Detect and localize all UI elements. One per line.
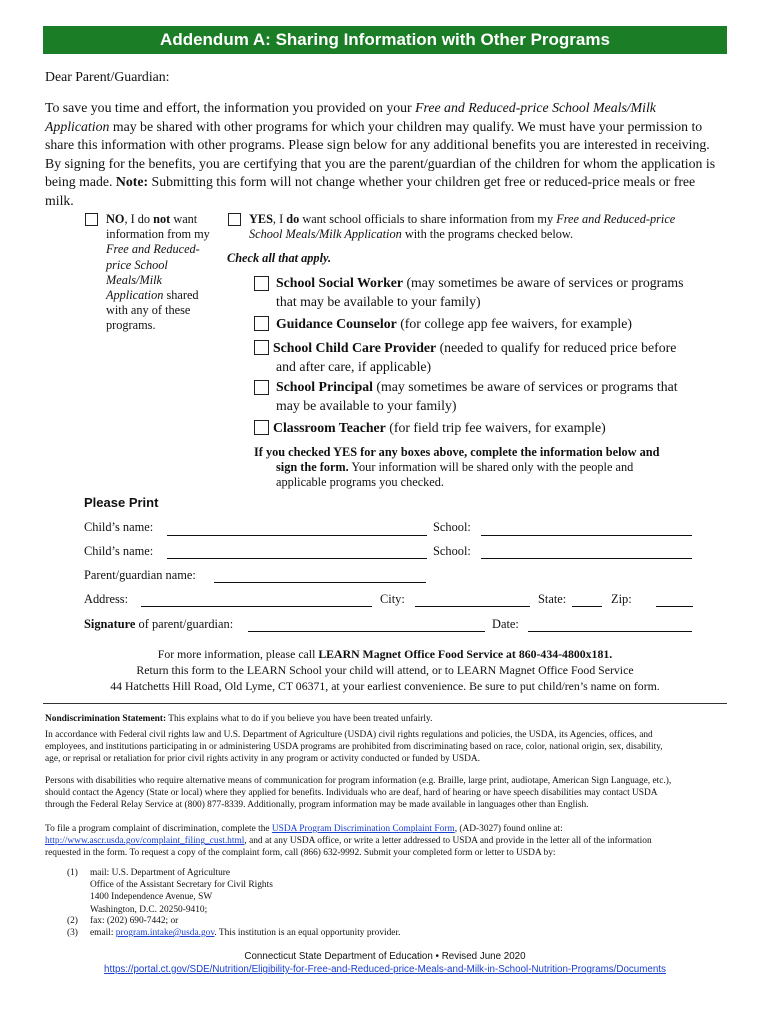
- contact-phone: LEARN Magnet Office Food Service at 860-434-4800x181.: [318, 647, 613, 661]
- no-label: NO: [106, 212, 125, 226]
- signature-label: [84, 617, 233, 632]
- no-text-6: programs.: [106, 318, 156, 333]
- yes-text: , I: [272, 212, 287, 226]
- yes-form-name-2: School Meals/Milk Application: [249, 227, 402, 242]
- intro-text-4: By signing for the benefits, you are certifying that you are the parent/guardian of the children for whom the application is: [45, 155, 716, 171]
- program-desc: (for college app fee waivers, for example): [396, 316, 632, 331]
- nondiscrimination-p3: [45, 823, 652, 860]
- program-name: School Principal: [276, 379, 373, 394]
- program-desc: (may sometimes be aware of services or programs that: [372, 379, 678, 394]
- nd-p3-text: To file a program complaint of discrimination, complete the: [45, 824, 272, 834]
- email-prefix: email:: [90, 928, 116, 938]
- school-principal-checkbox[interactable]: [254, 380, 269, 395]
- nd-p2-line: should contact the Agency (State or local) where they applied for benefits. Individuals who are deaf, hard of hearing or have speech disabilities may contact USDA: [45, 788, 658, 799]
- yes-form-name-1: Free and Reduced-price: [556, 212, 676, 226]
- no-text-2: want: [170, 212, 198, 226]
- yes-option-text: [249, 212, 709, 242]
- nondiscrimination-label: Nondiscrimination Statement:: [45, 714, 167, 724]
- no-form-name-2: price School: [106, 257, 168, 272]
- yes-label: YES: [249, 212, 273, 226]
- nondiscrimination-heading: [45, 713, 432, 725]
- zip-label: Zip:: [611, 592, 632, 606]
- if-checked-instruction: [254, 445, 659, 491]
- program-school-child-care-provider: [273, 339, 676, 376]
- child-name-label-2: Child’s name:: [84, 544, 154, 558]
- program-school-principal: [276, 378, 678, 415]
- footer-url-wrap: [0, 964, 770, 975]
- intro-text-7: milk.: [45, 192, 74, 208]
- nd-p3-text-3: , and at any USDA office, or write a letter addressed to USDA and provide in the letter all of the information: [244, 836, 652, 847]
- nondiscrimination-p2: [45, 775, 671, 812]
- salutation: Dear Parent/Guardian:: [45, 69, 170, 84]
- contact-text: For more information, please call: [157, 647, 319, 661]
- program-name: School Social Worker: [276, 275, 403, 290]
- city-label: City:: [380, 592, 405, 606]
- school-label: School:: [433, 520, 471, 534]
- list-num-1: (1): [67, 868, 78, 878]
- program-school-social-worker: [276, 274, 683, 311]
- mail-line: 1400 Independence Avenue, SW: [90, 892, 213, 903]
- no-checkbox[interactable]: [85, 213, 98, 226]
- signature-rest: of parent/guardian:: [135, 617, 234, 631]
- list-item-mail: [90, 867, 273, 916]
- list-num-3: (3): [67, 928, 78, 938]
- child-name-field-1[interactable]: [167, 535, 427, 536]
- guidance-counselor-checkbox[interactable]: [254, 316, 269, 331]
- if-checked-text-3: applicable programs you checked.: [276, 475, 444, 490]
- nondiscrimination-summary: This explains what to do if you believe you have been treated unfairly.: [166, 714, 433, 724]
- date-field[interactable]: [528, 631, 692, 632]
- signature-field[interactable]: [248, 631, 485, 632]
- school-child-care-provider-checkbox[interactable]: [254, 340, 269, 355]
- mail-line: Office of the Assistant Secretary for Civil Rights: [90, 880, 273, 891]
- program-desc: (needed to qualify for reduced price before: [436, 340, 677, 355]
- no-option-text: [106, 212, 226, 334]
- parent-name-field[interactable]: [214, 582, 426, 583]
- complaint-filing-url-link[interactable]: http://www.ascr.usda.gov/complaint_filing_cust.html: [45, 836, 245, 847]
- intro-form-name: Free and Reduced-price School Meals/Milk: [415, 100, 656, 115]
- list-num-2: (2): [67, 916, 78, 926]
- state-label: State:: [538, 592, 567, 606]
- school-field-2[interactable]: [481, 558, 692, 559]
- program-name: Classroom Teacher: [273, 420, 386, 435]
- footer-revision: Connecticut State Department of Education • Revised June 2020: [244, 951, 526, 962]
- please-print-heading: Please Print: [84, 495, 159, 510]
- complaint-form-link[interactable]: USDA Program Discrimination Complaint Form: [271, 824, 455, 834]
- nd-p3-text-2: , (AD-3027) found online at:: [454, 824, 563, 834]
- program-guidance-counselor: [276, 315, 632, 334]
- program-name: School Child Care Provider: [273, 340, 437, 355]
- intro-text: To save you time and effort, the information you provided on your: [45, 100, 416, 115]
- email-suffix: . This institution is an equal opportunity provider.: [214, 928, 401, 938]
- program-name: Guidance Counselor: [276, 316, 397, 331]
- school-social-worker-checkbox[interactable]: [254, 276, 269, 291]
- city-field[interactable]: [415, 606, 530, 607]
- no-text-3: information from my: [106, 227, 210, 242]
- program-desc: (may sometimes be aware of services or programs: [403, 275, 684, 290]
- footer-url-link[interactable]: https://portal.ct.gov/SDE/Nutrition/Eligibility-for-Free-and-Reduced-price-Meals-and-Milk-in-School-Nutrition-Programs/Documents: [104, 964, 666, 975]
- list-item-email: [90, 927, 400, 939]
- mail-line: mail: U.S. Department of Agriculture: [90, 868, 231, 878]
- no-form-name-1: Free and Reduced-: [106, 242, 200, 257]
- check-all-instruction: [227, 251, 331, 266]
- zip-field[interactable]: [656, 606, 693, 607]
- intro-text-6: Submitting this form will not change whether your children get free or reduced-price meals or free: [148, 174, 696, 190]
- intro-form-name-2: Application: [45, 118, 110, 134]
- intro-text-2: may be shared with other programs for which your children may qualify. We must have your permission to: [109, 118, 703, 134]
- section-divider: [43, 703, 727, 704]
- address-label: Address:: [84, 592, 129, 606]
- mail-line: Washington, D.C. 20250-9410;: [90, 904, 208, 915]
- intro-text-3: share this information with other programs. Please sign below for any additional benefits you are interested in receiving.: [45, 137, 710, 153]
- program-desc-2: may be available to your family): [276, 397, 457, 413]
- address-field[interactable]: [141, 606, 372, 607]
- yes-text-3: with the programs checked below.: [401, 227, 574, 242]
- school-label-2: School:: [433, 544, 471, 558]
- program-classroom-teacher: [273, 419, 606, 438]
- parent-name-label: Parent/guardian name:: [84, 568, 196, 582]
- do-label: do: [286, 212, 300, 226]
- nd-p2-line: through the Federal Relay Service at (800) 877-8339. Additionally, program information may be made available in languages other than English.: [45, 800, 589, 811]
- no-form-name-4: Application: [106, 288, 164, 303]
- date-label: Date:: [492, 617, 519, 631]
- child-name-label: Child’s name:: [84, 520, 154, 534]
- page-title: Addendum A: Sharing Information with Other Programs: [43, 26, 727, 54]
- email-link[interactable]: program.intake@usda.gov: [115, 928, 215, 938]
- nondiscrimination-p1: [45, 729, 663, 766]
- classroom-teacher-checkbox[interactable]: [254, 420, 269, 435]
- note-label: Note:: [115, 174, 149, 190]
- not-label: not: [153, 212, 171, 226]
- no-text: , I do: [124, 212, 154, 226]
- if-checked-text: If you checked YES for any boxes above, complete the information below and: [254, 445, 660, 459]
- intro-paragraph: [45, 99, 735, 211]
- nd-p3-text-4: requested in the form. To request a copy of the complaint form, call (866) 632-9992. Submit your completed form or letter to USDA by:: [45, 848, 556, 859]
- if-checked-text-2: Your information will be shared only with the people and: [348, 460, 634, 475]
- program-desc-2: that may be available to your family): [276, 293, 481, 309]
- nd-p2-line: Persons with disabilities who require alternative means of communication for program information (e.g. Braille, large print, audiotape, American Sign Language, etc.),: [45, 776, 672, 786]
- sign-form-text: sign the form.: [276, 460, 349, 475]
- nd-p1-line: In accordance with Federal civil rights law and U.S. Department of Agriculture (USDA) civil rights regulations and policies, the USDA, its Agencies, offices, and: [45, 730, 653, 740]
- nd-p1-line: employees, and institutions participating in or administering USDA programs are prohibited from discriminating based on race, color, national origin, sex, disability,: [45, 742, 663, 753]
- intro-text-5: being made.: [45, 174, 116, 190]
- no-text-4: shared: [163, 288, 199, 303]
- nd-p1-line: age, or reprisal or retaliation for prior civil rights activity in any program or activity conducted or funded by USDA.: [45, 754, 481, 765]
- contact-address-text: 44 Hatchetts Hill Road, Old Lyme, CT 06371, at your earliest convenience. Be sure to put child/ren’s name on form.: [110, 679, 660, 694]
- no-text-5: with any of these: [106, 303, 191, 318]
- signature-word: Signature: [84, 617, 136, 631]
- check-all-text: Check all that apply.: [227, 251, 332, 265]
- child-name-field-2[interactable]: [167, 558, 427, 559]
- yes-checkbox[interactable]: [228, 213, 241, 226]
- contact-info: [0, 646, 770, 695]
- contact-return-text: Return this form to the LEARN School your child will attend, or to LEARN Magnet Office Food Service: [136, 663, 634, 678]
- list-item-fax: fax: (202) 690-7442; or: [90, 916, 179, 926]
- no-form-name-3: Meals/Milk: [106, 272, 163, 287]
- school-field-1[interactable]: [481, 535, 692, 536]
- state-field[interactable]: [572, 606, 602, 607]
- program-desc: (for field trip fee waivers, for example): [385, 420, 606, 435]
- yes-text-2: want school officials to share information from my: [299, 212, 557, 226]
- program-desc-2: and after care, if applicable): [276, 358, 432, 374]
